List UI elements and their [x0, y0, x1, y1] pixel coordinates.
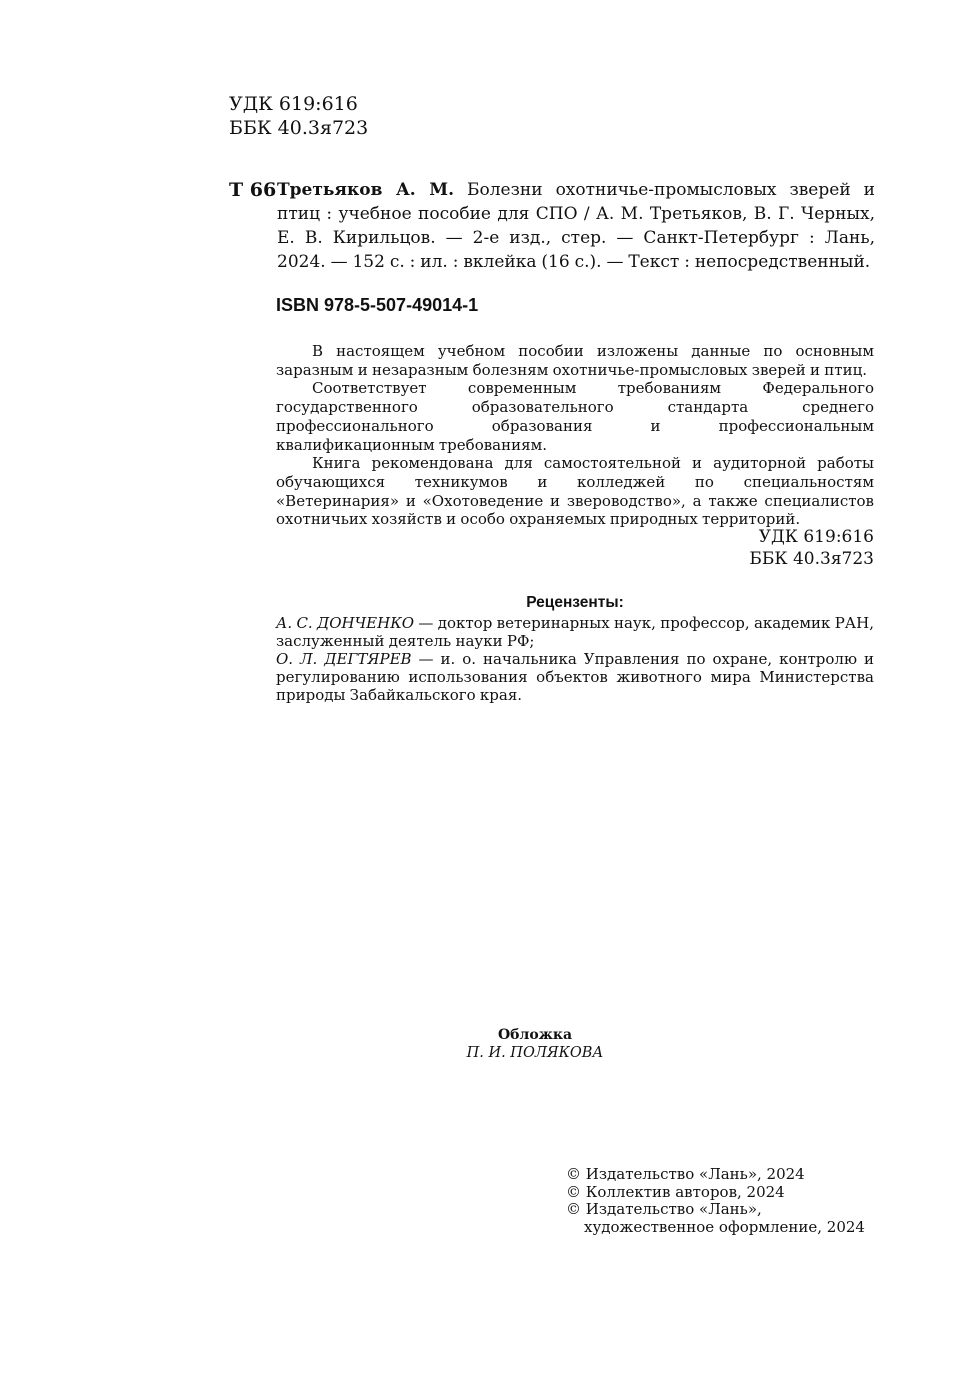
isbn: ISBN 978-5-507-49014-1	[276, 295, 479, 315]
reviewer-name: О. Л. ДЕГТЯРЕВ	[276, 650, 412, 668]
bib-line-2: птиц : учебное пособие для СПО / А. М. Третьяков, В. Г. Черных,	[277, 204, 875, 224]
annotation-paragraph: Соответствует современным требованиям Федерального государственного образовательного стандарта среднего профессионального образования и профессиональным квалификационным требованиям.	[276, 379, 874, 454]
reviewer-name: А. С. ДОНЧЕНКО	[276, 614, 415, 632]
udk-code: УДК 619:616	[229, 93, 358, 115]
copyright-line: © Издательство «Лань»,	[566, 1200, 762, 1218]
catalog-entry	[229, 178, 875, 274]
reviewers-title: Рецензенты:	[526, 594, 624, 611]
classification-codes-top	[229, 92, 368, 140]
bib-title: Болезни охотничье-промысловых зверей и	[454, 180, 875, 200]
cover-credit	[376, 1026, 694, 1062]
copyright-line: художественное оформление, 2024	[584, 1217, 865, 1236]
reviewer-credentials: — и. о. начальника Управления по охране, контролю и регулированию использования объектов животного мира Министерства природы Забайкальского края.	[276, 650, 874, 704]
bib-author: Третьяков А. М.	[277, 180, 454, 200]
annotation-paragraph: В настоящем учебном пособии изложены данные по основным заразным и незаразным болезням охотничье-промысловых зверей и птиц.	[276, 342, 874, 379]
copyright-line: © Издательство «Лань», 2024	[566, 1165, 805, 1183]
reviewer-entry	[276, 650, 874, 704]
reviewers-section	[276, 594, 874, 704]
copyright-block	[566, 1166, 865, 1236]
reviewer-entry	[276, 614, 874, 650]
bibliographic-description	[277, 178, 875, 274]
classification-codes-bottom	[600, 526, 874, 570]
author-sign: Т 66	[229, 179, 277, 201]
bib-line-1	[277, 178, 875, 202]
cover-designer: П. И. ПОЛЯКОВА	[466, 1045, 604, 1061]
bib-line-3: Е. В. Кирильцов. — 2-е изд., стер. — Санкт-Петербург : Лань,	[277, 228, 875, 248]
bib-line-4: 2024. — 152 с. : ил. : вклейка (16 с.). — Текст : непосредственный.	[277, 252, 871, 272]
bbk-code: ББК 40.3я723	[229, 117, 369, 139]
copyright-line: © Коллектив авторов, 2024	[566, 1182, 785, 1201]
udk-code: УДК 619:616	[758, 527, 874, 547]
annotation-paragraph: Книга рекомендована для самостоятельной и аудиторной работы обучающихся техникумов и колледжей по специальностям «Ветеринария» и «Охотоведение и звероводство», а также специалистов охотничьих хозяйств и особо охраняемых природных территорий.	[276, 454, 874, 529]
annotation	[276, 342, 874, 529]
bbk-code: ББК 40.3я723	[749, 549, 874, 569]
cover-label: Обложка	[497, 1027, 573, 1043]
reviewer-credentials: — доктор ветеринарных наук, профессор, академик РАН, заслуженный деятель науки РФ;	[276, 614, 874, 650]
